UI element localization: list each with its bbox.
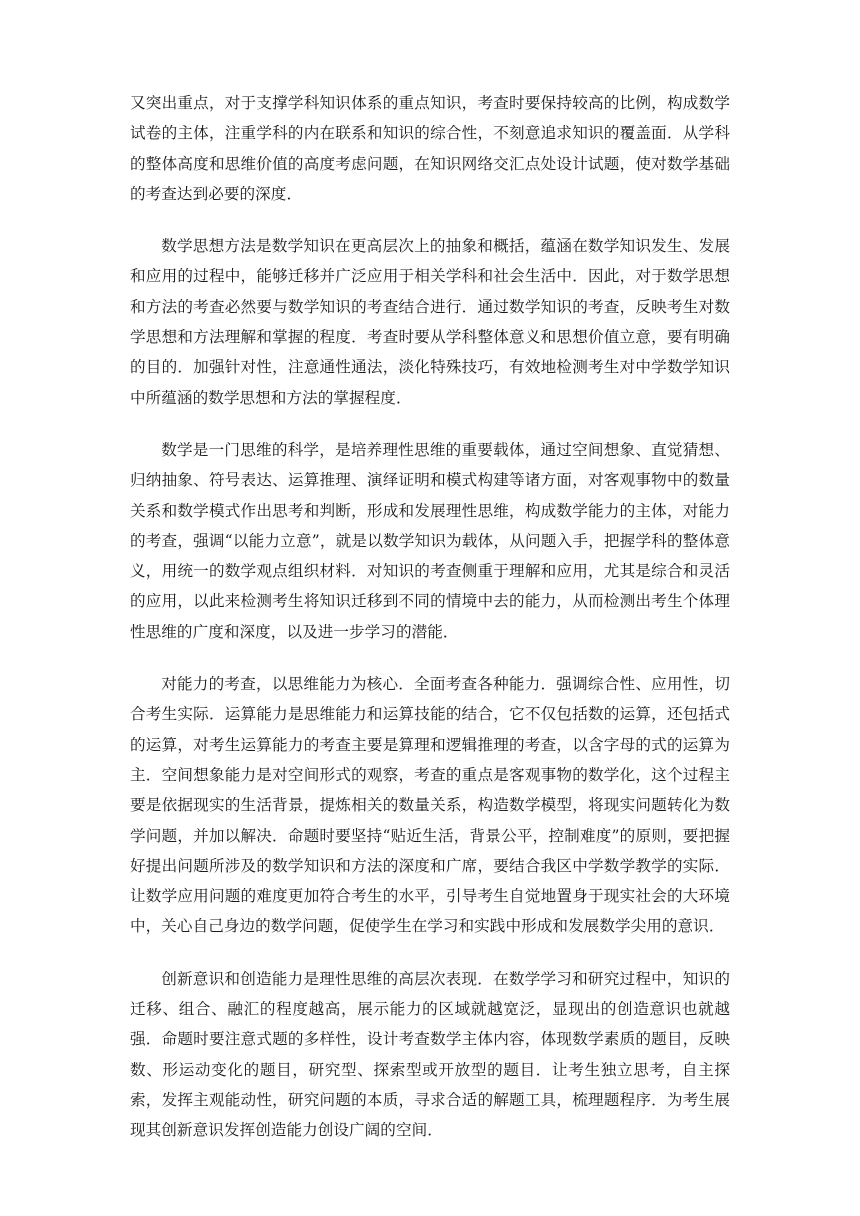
paragraph-5: 创新意识和创造能力是理性思维的高层次表现．在数学学习和研究过程中，知识的迁移、组合、融汇的程度越高，展示能力的区域就越宽泛，显现出的创造意识也就越强．命题时要注意式题的多样性，设计考查数学主体内容，体现数学素质的题目，反映数、形运动变化的题目，研究型、探索型或开放型的题目．让考生独立思考，自主探索，发挥主观能动性，研究问题的本质，寻求合适的解题工具，梳理题程序．为考生展现其创新意识发挥创造能力创设广阔的空间．: [130, 969, 730, 1140]
document-body: [130, 88, 730, 1146]
paragraph-3: 数学是一门思维的科学，是培养理性思维的重要载体，通过空间想象、直觉猜想、归纳抽象、符号表达、运算推理、演绎证明和模式构建等诸方面，对客观事物中的数量关系和数学模式作出思考和判断，形成和发展理性思维，构成数学能力的主体，对能力的考查，强调“以能力立意”，就是以数学知识为载体，从问题入手，把握学科的整体意义，用统一的数学观点组织材料．对知识的考查侧重于理解和应用，尤其是综合和灵活的应用，以此来检测考生将知识迁移到不同的情境中去的能力，从而检测出考生个体理性思维的广度和深度，以及进一步学习的潜能．: [130, 440, 730, 641]
paragraph-2: 数学思想方法是数学知识在更高层次上的抽象和概括，蕴涵在数学知识发生、发展和应用的过程中，能够迁移并广泛应用于相关学科和社会生活中．因此，对于数学思想和方法的考查必然要与数学知识的考查结合进行．通过数学知识的考查，反映考生对数学思想和方法理解和掌握的程度．考查时要从学科整体意义和思想价值立意，要有明确的目的．加强针对性，注意通性通法，淡化特殊技巧，有效地检测考生对中学数学知识中所蕴涵的数学思想和方法的掌握程度．: [130, 237, 730, 407]
paragraph-1: 又突出重点，对于支撑学科知识体系的重点知识，考查时要保持较高的比例，构成数学试卷的主体，注重学科的内在联系和知识的综合性，不刻意追求知识的覆盖面．从学科的整体高度和思维价值的高度考虑问题，在知识网络交汇点处设计试题，使对数学基础的考查达到必要的深度．: [130, 94, 730, 203]
paragraph-4: 对能力的考查，以思维能力为核心．全面考查各种能力．强调综合性、应用性，切合考生实际．运算能力是思维能力和运算技能的结合，它不仅包括数的运算，还包括式的运算，对考生运算能力的考查主要是算理和逻辑推理的考查，以含字母的式的运算为主．空间想象能力是对空间形式的观察，考查的重点是客观事物的数学化，这个过程主要是依据现实的生活背景，提炼相关的数量关系，构造数学模型，将现实问题转化为数学问题，并加以解决．命题时要坚持“贴近生活，背景公平，控制难度”的原则，要把握好提出问题所涉及的数学知识和方法的深度和广席，要结合我区中学数学教学的实际．让数学应用问题的难度更加符合考生的水平，引导考生自觉地置身于现实社会的大环境中，关心自己身边的数学问题，促使学生在学习和实践中形成和发展数学尖用的意识．: [130, 675, 730, 936]
